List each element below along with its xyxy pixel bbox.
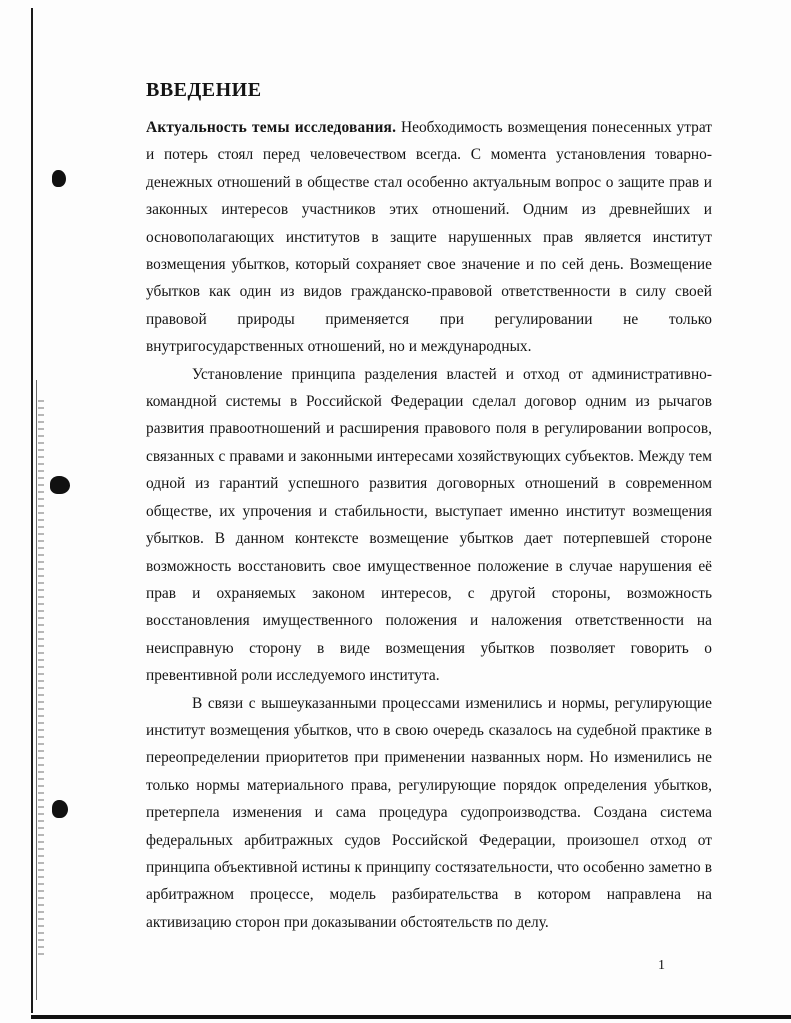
page-number: 1 — [658, 958, 665, 973]
section-title: ВВЕДЕНИЕ — [146, 79, 262, 101]
scan-bottom-edge — [31, 1015, 791, 1019]
paragraph-lead: Актуальность темы исследования. — [146, 119, 397, 136]
paragraph-text: Необходимость возмещения понесенных утрат и потерь стоял перед человечеством всегда. С момента установления товарно-денежных отношений в обществе стал особенно актуальным вопрос о защите прав и законных интересов участников этих отношений. Одним из древнейших и основополагающих институтов в защите нарушенных прав является институт возмещения убытков, который сохраняет свое значение и по сей день. Возмещение убытков как один из видов гражданско-правовой ответственности в силу своей правовой природы применяется при регулировании не только внутригосударственных отношений, но и международных. — [146, 119, 712, 356]
punch-hole-mark — [52, 170, 66, 187]
paragraph-relevance — [146, 114, 712, 361]
scan-binding-edge-secondary — [36, 380, 37, 1000]
paragraph-separation-of-powers: Установление принципа разделения властей и отход от административно-командной системы в Российской Федерации сделал договор одним из рычагов развития правоотношений и расширения правового поля в регулировании вопросов, связанных с правами и законными интересами хозяйствующих субъектов. Между тем одной из гарантий успешного развития договорных отношений в современном обществе, их упрочения и стабильности, выступает именно институт возмещения убытков. В данном контексте возмещение убытков дает потерпевшей стороне возможность восстановить свое имущественное положение в случае нарушения её прав и охраняемых законом интересов, с другой стороны, возможность восстановления имущественного положения и наложения ответственности на неисправную сторону в виде возмещения убытков позволяет говорить о превентивной роли исследуемого института. — [146, 365, 712, 685]
document-body — [146, 76, 712, 936]
paragraph-norm-changes: В связи с вышеуказанными процессами изменились и нормы, регулирующие институт возмещения убытков, что в свою очередь сказалось на судебной практике в переопределении приоритетов при применении названных норм. Но изменились не только нормы материального права, регулирующие порядок определения убытков, претерпела изменения и сама процедура судопроизводства. Создана система федеральных арбитражных судов Российской Федерации, произошел отход от принципа объективной истины к принципу состязательности, что особенно заметно в арбитражном процессе, модель разбирательства в котором направлена на активизацию сторон при доказывании обстоятельств по делу. — [146, 694, 712, 931]
punch-hole-mark — [50, 476, 70, 494]
scan-binding-edge — [31, 8, 33, 1013]
scan-edge-noise — [38, 400, 44, 960]
punch-hole-mark — [52, 800, 68, 818]
